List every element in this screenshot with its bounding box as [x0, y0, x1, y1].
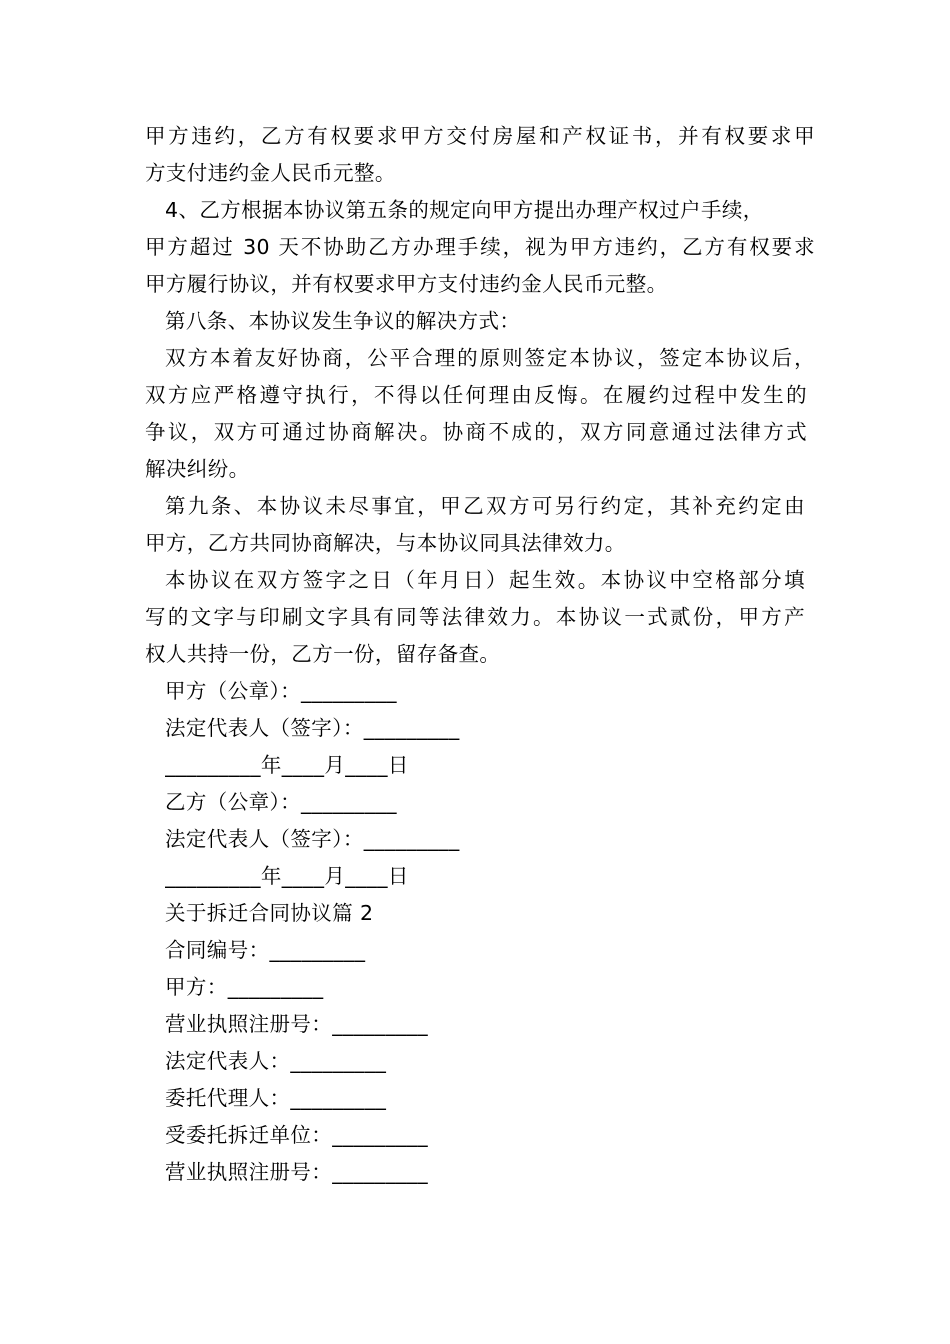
form-field-legal-representative: 法定代表人：_________: [165, 1049, 387, 1073]
article-heading: 第八条、本协议发生争议的解决方式：: [165, 309, 521, 333]
paragraph-line: 甲方，乙方共同协商解决，与本协议同具法律效力。: [145, 531, 626, 555]
signature-field-party-a-representative: 法定代表人（签字）：_________: [165, 716, 460, 740]
paragraph-line: 甲方违约，乙方有权要求甲方交付房屋和产权证书，并有权要求甲: [145, 124, 815, 148]
paragraph-line: 争议，双方可通过协商解决。协商不成的，双方同意通过法律方式: [145, 420, 807, 444]
form-field-agent: 委托代理人：_________: [165, 1086, 387, 1110]
paragraph-line: 第九条、本协议未尽事宜，甲乙双方可另行约定，其补充约定由: [165, 494, 805, 518]
paragraph-line: 方支付违约金人民币元整。: [145, 161, 396, 185]
form-field-business-license-2: 营业执照注册号：_________: [165, 1160, 429, 1184]
signature-field-party-b-date: _________年____月____日: [165, 864, 409, 888]
signature-field-party-a-date: _________年____月____日: [165, 753, 409, 777]
signature-field-party-a-seal: 甲方（公章）：_________: [165, 679, 397, 703]
paragraph-line: 甲方履行协议，并有权要求甲方支付违约金人民币元整。: [145, 272, 668, 296]
paragraph-line: 权人共持一份，乙方一份，留存备查。: [145, 642, 501, 666]
paragraph-line: 本协议在双方签字之日（年月日）起生效。本协议中空格部分填: [165, 568, 805, 592]
form-field-business-license: 营业执照注册号：_________: [165, 1012, 429, 1036]
form-field-party-a: 甲方：_________: [165, 975, 324, 999]
signature-field-party-b-representative: 法定代表人（签字）：_________: [165, 827, 460, 851]
paragraph-line: 写的文字与印刷文字具有同等法律效力。本协议一式贰份，甲方产: [145, 605, 805, 629]
paragraph-line: 4、乙方根据本协议第五条的规定向甲方提出办理产权过户手续，: [165, 198, 764, 222]
section-title: 关于拆迁合同协议篇 2: [165, 901, 374, 925]
form-field-contract-number: 合同编号：_________: [165, 938, 366, 962]
form-field-demolition-unit: 受委托拆迁单位：_________: [165, 1123, 429, 1147]
paragraph-line: 甲方超过 30 天不协助乙方办理手续，视为甲方违约，乙方有权要求: [145, 235, 815, 259]
paragraph-line: 双方本着友好协商，公平合理的原则签定本协议，签定本协议后，: [165, 346, 815, 370]
signature-field-party-b-seal: 乙方（公章）：_________: [165, 790, 397, 814]
paragraph-line: 双方应严格遵守执行，不得以任何理由反悔。在履约过程中发生的: [145, 383, 807, 407]
paragraph-line: 解决纠纷。: [145, 457, 250, 481]
